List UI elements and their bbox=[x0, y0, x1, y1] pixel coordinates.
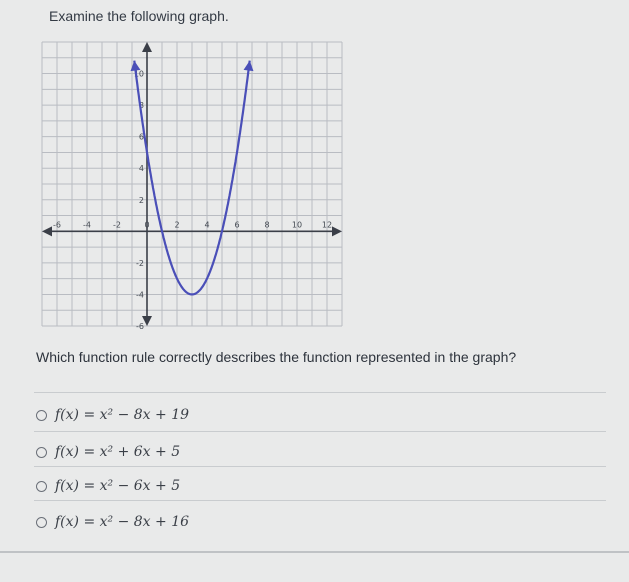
function-graph bbox=[38, 38, 346, 330]
divider bbox=[34, 392, 606, 393]
y-tick-label: 6 bbox=[138, 132, 144, 142]
choice-label: f(x) = x² − 6x + 5 bbox=[55, 478, 181, 494]
choice-option-4[interactable] bbox=[36, 512, 189, 532]
y-tick-label: -2 bbox=[136, 258, 144, 268]
x-tick-label: -4 bbox=[83, 220, 91, 230]
y-tick-label: 8 bbox=[138, 101, 144, 111]
y-axis-arrow-up bbox=[142, 42, 152, 52]
prompt-text: Examine the following graph. bbox=[49, 8, 229, 24]
choice-option-2[interactable] bbox=[36, 442, 180, 462]
choice-option-3[interactable] bbox=[36, 476, 180, 496]
x-axis-arrow-right bbox=[332, 226, 342, 236]
choice-label: f(x) = x² − 8x + 16 bbox=[55, 514, 190, 530]
x-tick-label: 10 bbox=[291, 220, 303, 230]
radio-button[interactable] bbox=[36, 447, 47, 458]
y-tick-label: 4 bbox=[138, 164, 144, 174]
x-tick-label: -6 bbox=[53, 220, 61, 230]
x-tick-label: 4 bbox=[204, 220, 210, 230]
x-axis-arrow-left bbox=[42, 226, 52, 236]
divider bbox=[34, 466, 606, 467]
y-tick-label: -4 bbox=[136, 290, 144, 300]
radio-button[interactable] bbox=[36, 481, 47, 492]
choice-label: f(x) = x² + 6x + 5 bbox=[55, 444, 181, 460]
x-tick-label: 2 bbox=[174, 220, 180, 230]
y-tick-label: 10 bbox=[133, 69, 144, 79]
x-tick-label: 12 bbox=[321, 220, 333, 230]
y-tick-label: 2 bbox=[138, 195, 144, 205]
x-tick-label: -2 bbox=[113, 220, 121, 230]
choice-option-1[interactable] bbox=[36, 405, 189, 425]
radio-button[interactable] bbox=[36, 517, 47, 528]
x-tick-label: 6 bbox=[234, 220, 240, 230]
page-bottom-border bbox=[0, 551, 629, 553]
x-tick-label: 8 bbox=[264, 220, 270, 230]
divider bbox=[34, 431, 606, 432]
graph-grid bbox=[42, 42, 342, 326]
x-tick-label: 0 bbox=[144, 220, 150, 230]
choice-label: f(x) = x² − 8x + 19 bbox=[55, 407, 190, 423]
y-tick-label: -6 bbox=[136, 322, 144, 330]
radio-button[interactable] bbox=[36, 410, 47, 421]
graph-canvas bbox=[38, 38, 346, 330]
question-text: Which function rule correctly describes the function represented in the graph? bbox=[36, 349, 517, 365]
divider bbox=[34, 500, 606, 501]
